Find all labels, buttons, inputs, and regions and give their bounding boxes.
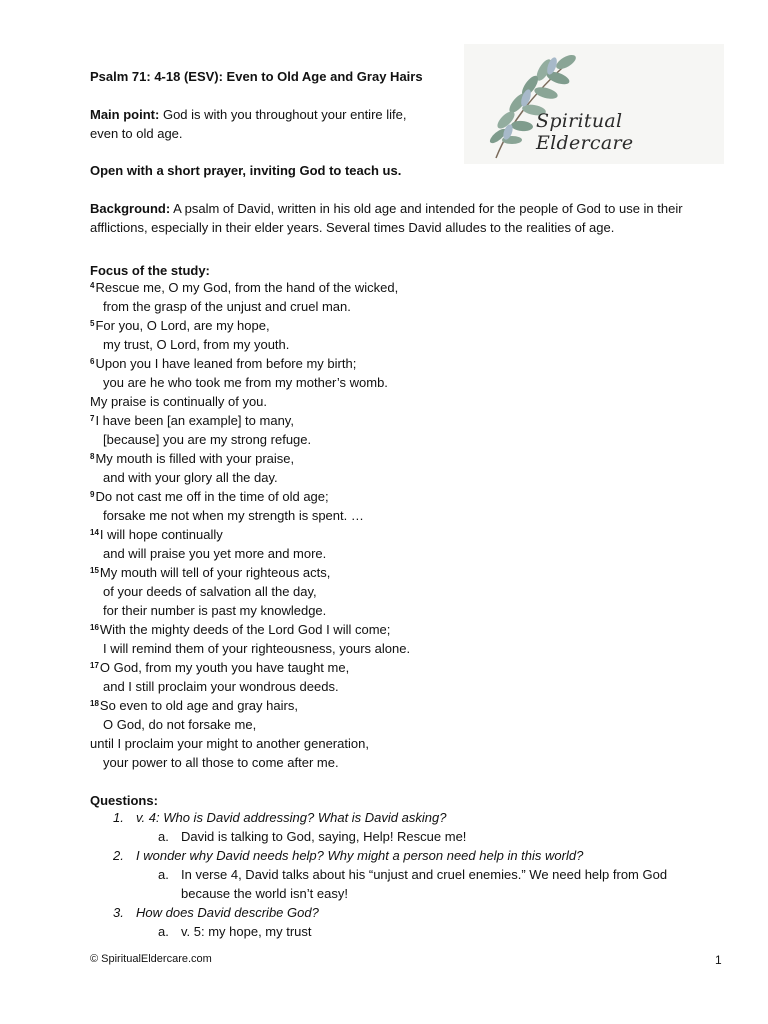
verse-line xyxy=(90,318,270,333)
verse-line xyxy=(90,565,330,580)
verse-text: and with your glory all the day. xyxy=(103,470,278,485)
verse-line xyxy=(90,299,351,314)
document-title: Psalm 71: 4-18 (ESV): Even to Old Age and Gray Hairs xyxy=(90,69,423,84)
verse-line xyxy=(90,584,317,599)
verse-number: 7 xyxy=(90,414,95,423)
verse-text: from the grasp of the unjust and cruel man. xyxy=(103,299,351,314)
verse-number: 16 xyxy=(90,623,99,632)
verse-text: I will remind them of your righteousness, yours alone. xyxy=(103,641,411,656)
verse-text: With the mighty deeds of the Lord God I will come; xyxy=(99,622,391,637)
question-text: v. 4: Who is David addressing? What is David asking? xyxy=(136,810,447,825)
verse-line xyxy=(90,489,329,504)
verse-text: My mouth is filled with your praise, xyxy=(95,451,295,466)
background-paragraph: Background: A psalm of David, written in his old age and intended for the people of God to use in their afflictions, especially in their elder years. Several times David alludes to the realities of age. xyxy=(90,201,683,235)
main-point: Main point: God is with you throughout your entire life, even to old age. xyxy=(90,107,407,141)
answer-text: In verse 4, David talks about his “unjust and cruel enemies.” We need help from God xyxy=(181,867,668,882)
verse-text: you are he who took me from my mother’s womb. xyxy=(103,375,388,390)
verse-line xyxy=(90,280,398,295)
verse-line xyxy=(90,413,294,428)
question-text: I wonder why David needs help? Why might a person need help in this world? xyxy=(136,848,584,863)
verse-text: I will hope continually xyxy=(99,527,223,542)
verse-text: your power to all those to come after me. xyxy=(103,755,339,770)
answer-marker: a. xyxy=(158,924,169,939)
focus-heading: Focus of the study: xyxy=(90,263,210,278)
spiritual-eldercare-logo xyxy=(464,44,724,164)
opening-prayer: Open with a short prayer, inviting God to teach us. xyxy=(90,163,402,178)
verse-number: 8 xyxy=(90,452,95,461)
logo-text: Spiritual Eldercare xyxy=(536,110,634,154)
footer-copyright: © SpiritualEldercare.com xyxy=(90,953,212,965)
verse-number: 6 xyxy=(90,357,95,366)
answer-marker: a. xyxy=(158,867,169,882)
verse-text: Rescue me, O my God, from the hand of the wicked, xyxy=(95,280,399,295)
verse-text: forsake me not when my strength is spent. … xyxy=(103,508,364,523)
verse-line xyxy=(90,337,289,352)
answer-marker: a. xyxy=(158,829,169,844)
verse-text: and will praise you yet more and more. xyxy=(103,546,327,561)
verse-text: O God, do not forsake me, xyxy=(103,717,257,732)
verse-line xyxy=(90,717,256,732)
verse-number: 14 xyxy=(90,528,99,537)
verse-line xyxy=(90,603,326,618)
verse-number: 15 xyxy=(90,566,99,575)
verse-text: until I proclaim your might to another generation, xyxy=(90,736,369,751)
verse-text: Upon you I have leaned from before my birth; xyxy=(95,356,357,371)
verse-line xyxy=(90,432,311,447)
verse-text: [because] you are my strong refuge. xyxy=(103,432,312,447)
verse-line xyxy=(90,641,410,656)
question-text: How does David describe God? xyxy=(136,905,319,920)
page-number: 1 xyxy=(715,953,722,967)
answer-text: v. 5: my hope, my trust xyxy=(181,924,312,939)
verse-number: 18 xyxy=(90,699,99,708)
verse-text: of your deeds of salvation all the day, xyxy=(103,584,317,599)
verse-line xyxy=(90,546,326,561)
question-marker: 2. xyxy=(113,848,124,863)
answer-text: David is talking to God, saying, Help! Rescue me! xyxy=(181,829,467,844)
verse-text: For you, O Lord, are my hope, xyxy=(95,318,270,333)
verse-text: My praise is continually of you. xyxy=(90,394,268,409)
verse-text: So even to old age and gray hairs, xyxy=(99,698,298,713)
question-marker: 3. xyxy=(113,905,124,920)
verse-line xyxy=(90,698,298,713)
verse-text: for their number is past my knowledge. xyxy=(103,603,327,618)
verse-line xyxy=(90,736,369,751)
verse-number: 9 xyxy=(90,490,95,499)
question-marker: 1. xyxy=(113,810,124,825)
verse-line xyxy=(90,679,339,694)
answer-text: because the world isn’t easy! xyxy=(181,886,348,901)
verse-line xyxy=(90,622,390,637)
verse-number: 4 xyxy=(90,281,95,290)
verse-line xyxy=(90,755,339,770)
verse-line xyxy=(90,356,356,371)
verse-number: 17 xyxy=(90,661,99,670)
verse-line xyxy=(90,470,278,485)
verse-text: and I still proclaim your wondrous deeds. xyxy=(103,679,339,694)
verse-line xyxy=(90,508,364,523)
questions-heading: Questions: xyxy=(90,793,158,808)
verse-line xyxy=(90,451,294,466)
verse-text: I have been [an example] to many, xyxy=(95,413,294,428)
verse-text: My mouth will tell of your righteous acts, xyxy=(99,565,331,580)
verse-text: O God, from my youth you have taught me, xyxy=(99,660,350,675)
verse-line xyxy=(90,527,223,542)
verse-line xyxy=(90,375,388,390)
verse-line xyxy=(90,394,267,409)
verse-number: 5 xyxy=(90,319,95,328)
verse-text: my trust, O Lord, from my youth. xyxy=(103,337,290,352)
verse-text: Do not cast me off in the time of old age; xyxy=(95,489,329,504)
verse-line xyxy=(90,660,349,675)
